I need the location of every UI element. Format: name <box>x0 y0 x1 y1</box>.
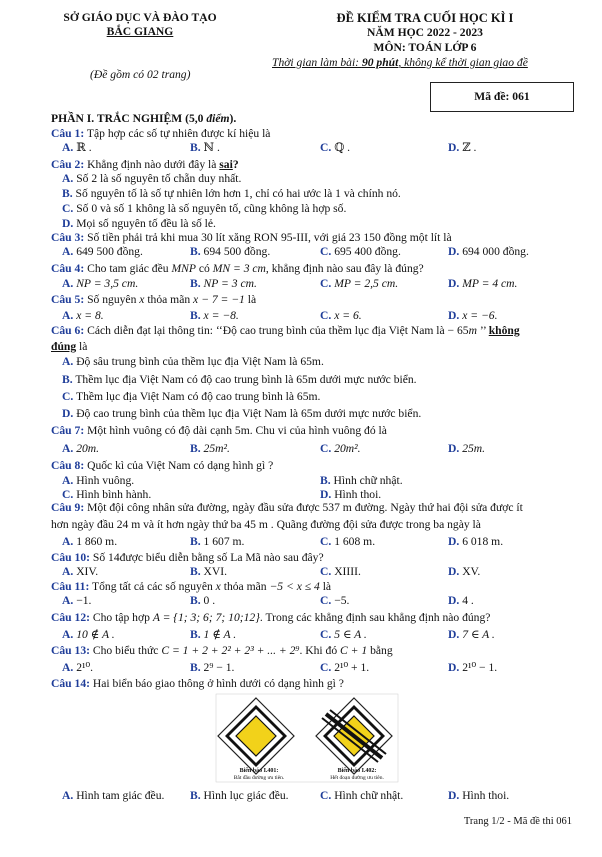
label-text: A. <box>62 535 74 548</box>
body-text: x = 8. <box>76 309 104 322</box>
question-1 <box>51 127 270 141</box>
exam-code-box: Mã đề: 061 <box>430 82 574 112</box>
subject: MÔN: TOÁN LỚP 6 <box>373 41 477 54</box>
body-text: 10 ∉ A . <box>76 628 115 641</box>
body-text: C = 1 + 2 + 2² + 2³ + ... + 2⁹ <box>161 644 300 657</box>
label-text: C. <box>62 488 74 501</box>
label-text: B. <box>190 535 201 548</box>
q9-option-d[interactable] <box>448 535 503 549</box>
q11-option-c[interactable] <box>320 594 349 608</box>
label-text: C. <box>320 277 332 290</box>
label-text: D. <box>448 141 460 154</box>
body-text: 25m². <box>203 442 230 455</box>
exam-time: Thời gian làm bài: 90 phút, không kể thời gian giao đề <box>272 56 528 69</box>
label-text: D. <box>448 277 460 290</box>
q8-option-a[interactable] <box>62 474 134 488</box>
body-text: 7 ∈ A . <box>462 628 495 641</box>
q10-option-a[interactable] <box>62 565 98 579</box>
label-text: C. <box>320 789 332 802</box>
label-text: Câu 13: <box>51 644 90 657</box>
body-text: 1 608 m. <box>334 535 376 548</box>
body-text: Số nguyên <box>87 293 140 306</box>
label-text: C. <box>320 309 332 322</box>
label-text: Câu 3: <box>51 231 85 244</box>
section-title: PHẦN I. TRẮC NGHIỆM (5,0 điểm). <box>51 112 237 125</box>
q14-option-d[interactable] <box>448 789 509 803</box>
body-text: 20m. <box>76 442 100 455</box>
q7-option-b[interactable] <box>190 442 230 456</box>
label-text: C. <box>320 141 332 154</box>
q12-option-d[interactable] <box>448 628 495 642</box>
label-text: D. <box>448 628 460 641</box>
q13-option-c[interactable] <box>320 661 369 675</box>
question-6-continued: đúng là <box>51 340 88 353</box>
body-text: Cho biểu thức <box>92 644 162 657</box>
q13-option-b[interactable] <box>190 661 234 675</box>
label-text: Câu 4: <box>51 262 85 275</box>
body-text: Hình thoi. <box>462 789 510 802</box>
body-text: Độ sâu trung bình của thềm lục địa Việt Nam là 65m. <box>76 355 324 368</box>
q5-option-c[interactable] <box>320 309 362 323</box>
body-text: ’’ <box>476 324 489 337</box>
label-text: Câu 6: <box>51 324 85 337</box>
label-text: C. <box>320 661 332 674</box>
body-text: ℝ . <box>76 141 92 154</box>
body-text: Hình tam giác đều. <box>76 789 165 802</box>
body-text: −5. <box>334 594 350 607</box>
department-name: SỞ GIÁO DỤC VÀ ĐÀO TẠO <box>63 11 217 24</box>
body-text: x = −8. <box>203 309 239 322</box>
label-text: B. <box>190 245 201 258</box>
label-text: D. <box>62 407 74 420</box>
q4-option-d[interactable] <box>448 277 517 291</box>
q9-option-c[interactable] <box>320 535 375 549</box>
question-9-continued: hơn ngày đầu 24 m và ít hơn ngày thứ ba 45 m . Quãng đường đội sửa được trong ba ngày là <box>51 518 481 531</box>
body-text: Số nguyên tố là số tự nhiên lớn hơn 1, chỉ có hai ước là 1 và chính nó. <box>75 187 401 200</box>
body-text: Hình thoi. <box>334 488 382 501</box>
body-text: 2¹⁰ + 1. <box>334 661 370 674</box>
body-text: ? <box>232 158 239 171</box>
label-text: Câu 10: <box>51 551 90 564</box>
q14-option-b[interactable] <box>190 789 289 803</box>
body-text: x − 7 = −1 <box>193 293 245 306</box>
q12-option-b[interactable] <box>190 628 236 642</box>
q1-option-b[interactable] <box>190 141 220 155</box>
body-text: Tổng tất cả các số nguyên <box>92 580 216 593</box>
label-text: Câu 5: <box>51 293 85 306</box>
body-text: sai <box>219 158 233 171</box>
q7-option-d[interactable] <box>448 442 485 456</box>
body-text: Hai biển báo giao thông ở hình dưới có dạng hình gì ? <box>92 677 344 690</box>
q12-option-c[interactable] <box>320 628 367 642</box>
body-text: 6 018 m. <box>462 535 504 548</box>
label-text: B. <box>62 373 73 386</box>
body-text: Một hình vuông có độ dài cạnh 5m. Chu vi của hình vuông đó là <box>87 424 387 437</box>
q14-option-a[interactable] <box>62 789 164 803</box>
label-text: C. <box>62 202 74 215</box>
page-footer: Trang 1/2 - Mã đề thi 061 <box>463 816 572 827</box>
sign2-title: Biển báo I.402: <box>337 768 377 774</box>
q5-option-b[interactable] <box>190 309 239 323</box>
label-text: D. <box>448 535 460 548</box>
body-text: MP = 2,5 cm. <box>334 277 399 290</box>
body-text: Số 2 là số nguyên tố chẵn duy nhất. <box>76 172 242 185</box>
q12-option-a[interactable] <box>62 628 115 642</box>
body-text: Khẳng định nào dưới đây là <box>87 158 220 171</box>
label-text: A. <box>62 789 74 802</box>
q13-option-d[interactable] <box>448 661 497 675</box>
label-text: A. <box>62 628 74 641</box>
question-9 <box>51 501 523 515</box>
body-text: −5 < x ≤ 4 <box>269 580 320 593</box>
body-text: Hình lục giác đều. <box>203 789 289 802</box>
label-text: Câu 11: <box>51 580 90 593</box>
question-6 <box>51 324 520 338</box>
sign1-title: Biển báo I.401: <box>239 768 279 774</box>
sign1-caption: Bắt đầu đường ưu tiên. <box>233 775 285 781</box>
body-text: Cho tam giác đều <box>87 262 172 275</box>
body-text: MN = 3 cm <box>212 262 266 275</box>
q9-option-a[interactable] <box>62 535 117 549</box>
label-text: B. <box>190 789 201 802</box>
label-text: B. <box>190 442 201 455</box>
q13-option-a[interactable] <box>62 661 93 675</box>
label-text: Câu 2: <box>51 158 85 171</box>
body-text: không <box>488 324 520 337</box>
body-text: Mọi số nguyên tố đều là số lẻ. <box>76 217 216 230</box>
body-text: 649 500 đồng. <box>76 245 143 258</box>
body-text: Một đội công nhân sửa đường, ngày đầu sửa được 537 m đường. Ngày thứ hai đội sửa được ít <box>87 501 523 514</box>
body-text: Cách diễn đạt lại thông tin: ‘‘Độ cao trung bình của thềm lục địa Việt Nam là − 65 <box>87 324 469 337</box>
q3-option-b[interactable] <box>190 245 270 259</box>
body-text: 1 ∉ A . <box>203 628 237 641</box>
label-text: D. <box>62 217 74 230</box>
body-text: Hình chữ nhật. <box>333 474 403 487</box>
label-text: B. <box>190 141 201 154</box>
school-year: NĂM HỌC 2022 - 2023 <box>367 26 483 39</box>
label-text: A. <box>62 172 74 185</box>
label-text: A. <box>62 309 74 322</box>
q11-option-b[interactable] <box>190 594 215 608</box>
body-text: XV. <box>462 565 481 578</box>
label-text: C. <box>320 628 332 641</box>
body-text: bằng <box>367 644 393 657</box>
q6-option-c[interactable] <box>62 390 320 404</box>
q14-option-c[interactable] <box>320 789 403 803</box>
label-text: B. <box>190 628 201 641</box>
q7-option-c[interactable] <box>320 442 361 456</box>
body-text: 2¹⁰ − 1. <box>462 661 498 674</box>
body-text: XVI. <box>203 565 228 578</box>
label-text: Câu 8: <box>51 459 85 472</box>
q5-option-a[interactable] <box>62 309 104 323</box>
label-text: Câu 1: <box>51 127 85 140</box>
label-text: D. <box>448 565 460 578</box>
label-text: B. <box>190 277 201 290</box>
body-text: 2¹⁰. <box>76 661 94 674</box>
province-name: BẮC GIANG <box>106 25 174 38</box>
body-text: là <box>244 293 257 306</box>
body-text: thỏa mãn <box>144 293 194 306</box>
label-text: A. <box>62 141 74 154</box>
label-text: A. <box>62 594 74 607</box>
body-text: 20m². <box>334 442 361 455</box>
q4-option-a[interactable] <box>62 277 138 291</box>
body-text: 0 . <box>203 594 216 607</box>
body-text: , khẳng định nào sau đây là đúng? <box>265 262 424 275</box>
label-text: B. <box>62 187 73 200</box>
q10-option-d[interactable] <box>448 565 480 579</box>
body-text: Số 14được biểu diễn bằng số La Mã nào sau đây? <box>92 551 324 564</box>
label-text: A. <box>62 442 74 455</box>
q2-option-c[interactable] <box>62 202 346 216</box>
q11-option-d[interactable] <box>448 594 474 608</box>
body-text: x <box>215 580 221 593</box>
question-2 <box>51 158 239 172</box>
label-text: D. <box>448 309 460 322</box>
label-text: Câu 12: <box>51 611 90 624</box>
q2-option-b[interactable] <box>62 187 401 201</box>
q7-option-a[interactable] <box>62 442 99 456</box>
body-text: XIIII. <box>334 565 361 578</box>
body-text: Hình vuông. <box>76 474 135 487</box>
label-text: C. <box>320 535 332 548</box>
body-text: 2⁹ − 1. <box>203 661 235 674</box>
body-text: Thềm lục địa Việt Nam có độ cao trung bình là 65m. <box>75 390 321 403</box>
body-text: Số tiền phải trả khi mua 30 lít xăng RON 95-III, với giá 23 150 đồng một lít là <box>87 231 452 244</box>
body-text: x = 6. <box>334 309 362 322</box>
q5-option-d[interactable] <box>448 309 497 323</box>
body-text: 695 400 đồng. <box>334 245 401 258</box>
label-text: D. <box>448 245 460 258</box>
label-text: C. <box>320 565 332 578</box>
q2-option-a[interactable] <box>62 172 241 186</box>
body-text: −1. <box>76 594 92 607</box>
question-12 <box>51 611 490 625</box>
body-text: 25m. <box>462 442 486 455</box>
label-text: D. <box>320 488 332 501</box>
body-text: ℕ . <box>203 141 220 154</box>
body-text: thỏa mãn <box>220 580 270 593</box>
body-text: Độ cao trung bình của thềm lục địa Việt Nam là 65m dưới mực nước biển. <box>76 407 422 420</box>
label-text: A. <box>62 277 74 290</box>
label-text: D. <box>448 442 460 455</box>
label-text: B. <box>320 474 331 487</box>
q3-option-d[interactable] <box>448 245 529 259</box>
label-text: C. <box>320 594 332 607</box>
body-text: x <box>139 293 145 306</box>
body-text: A = {1; 3; 6; 7; 10;12} <box>152 611 260 624</box>
question-8 <box>51 459 273 473</box>
body-text: 5 ∈ A . <box>334 628 367 641</box>
body-text: 694 000 đồng. <box>462 245 529 258</box>
label-text: C. <box>62 390 74 403</box>
q1-option-a[interactable] <box>62 141 92 155</box>
label-text: A. <box>62 661 74 674</box>
label-text: B. <box>190 565 201 578</box>
q3-option-c[interactable] <box>320 245 401 259</box>
body-text: Cho tập hợp <box>92 611 153 624</box>
label-text: A. <box>62 565 74 578</box>
label-text: B. <box>190 309 201 322</box>
body-text: ℚ . <box>334 141 351 154</box>
label-text: D. <box>448 789 460 802</box>
label-text: A. <box>62 474 74 487</box>
q11-option-a[interactable] <box>62 594 91 608</box>
question-13 <box>51 644 393 658</box>
label-text: Câu 9: <box>51 501 85 514</box>
q6-option-b[interactable] <box>62 373 417 387</box>
body-text: Tập hợp các số tự nhiên được kí hiệu là <box>86 127 271 140</box>
body-text: ℤ . <box>462 141 477 154</box>
label-text: B. <box>190 594 201 607</box>
body-text: 1 860 m. <box>76 535 118 548</box>
body-text: NP = 3,5 cm. <box>76 277 139 290</box>
label-text: D. <box>448 594 460 607</box>
body-text: 694 500 đồng. <box>203 245 271 258</box>
question-7 <box>51 424 387 438</box>
body-text: Quốc kì của Việt Nam có dạng hình gì ? <box>87 459 274 472</box>
sign2-caption: Hết đoạn đường ưu tiên. <box>330 775 384 781</box>
body-text: XIV. <box>76 565 99 578</box>
body-text: Hình bình hành. <box>76 488 152 501</box>
q9-option-b[interactable] <box>190 535 244 549</box>
body-text: x = −6. <box>462 309 498 322</box>
body-text: 4 . <box>462 594 474 607</box>
q2-option-d[interactable] <box>62 217 216 231</box>
body-text: . Trong các khẳng định sau khẳng định nào đúng? <box>259 611 491 624</box>
question-14 <box>51 677 344 691</box>
label-text: Câu 7: <box>51 424 85 437</box>
label-text: A. <box>62 245 74 258</box>
body-text: là <box>319 580 332 593</box>
question-3 <box>51 231 452 245</box>
body-text: 1 607 m. <box>203 535 245 548</box>
q6-option-d[interactable] <box>62 407 421 421</box>
question-4 <box>51 262 424 276</box>
page-count-note: (Đề gồm có 02 trang) <box>90 68 191 81</box>
label-text: C. <box>320 442 332 455</box>
q4-option-b[interactable] <box>190 277 257 291</box>
label-text: Câu 14: <box>51 677 90 690</box>
q6-option-a[interactable] <box>62 355 324 369</box>
body-text: NP = 3 cm. <box>203 277 257 290</box>
q8-option-b[interactable] <box>320 474 403 488</box>
body-text: Số 0 và số 1 không là số nguyên tố, cũng không là hợp số. <box>76 202 347 215</box>
body-text: Hình chữ nhật. <box>334 789 404 802</box>
body-text: C + 1 <box>340 644 368 657</box>
q1-option-d[interactable] <box>448 141 476 155</box>
body-text: có <box>195 262 213 275</box>
body-text: m <box>468 324 477 337</box>
body-text: Thềm lục địa Việt Nam có độ cao trung bình là 65m dưới mực nước biển. <box>75 373 417 386</box>
q10-option-b[interactable] <box>190 565 227 579</box>
label-text: C. <box>320 245 332 258</box>
body-text: MP = 4 cm. <box>462 277 518 290</box>
q3-option-a[interactable] <box>62 245 143 259</box>
exam-title: ĐỀ KIỂM TRA CUỐI HỌC KÌ I <box>336 11 514 25</box>
body-text: MNP <box>171 262 196 275</box>
question-5 <box>51 293 256 307</box>
q1-option-c[interactable] <box>320 141 350 155</box>
question-10 <box>51 551 324 565</box>
q4-option-c[interactable] <box>320 277 398 291</box>
label-text: B. <box>190 661 201 674</box>
label-text: D. <box>448 661 460 674</box>
question-11 <box>51 580 331 594</box>
q10-option-c[interactable] <box>320 565 361 579</box>
body-text: . Khi đó <box>299 644 341 657</box>
label-text: A. <box>62 355 74 368</box>
